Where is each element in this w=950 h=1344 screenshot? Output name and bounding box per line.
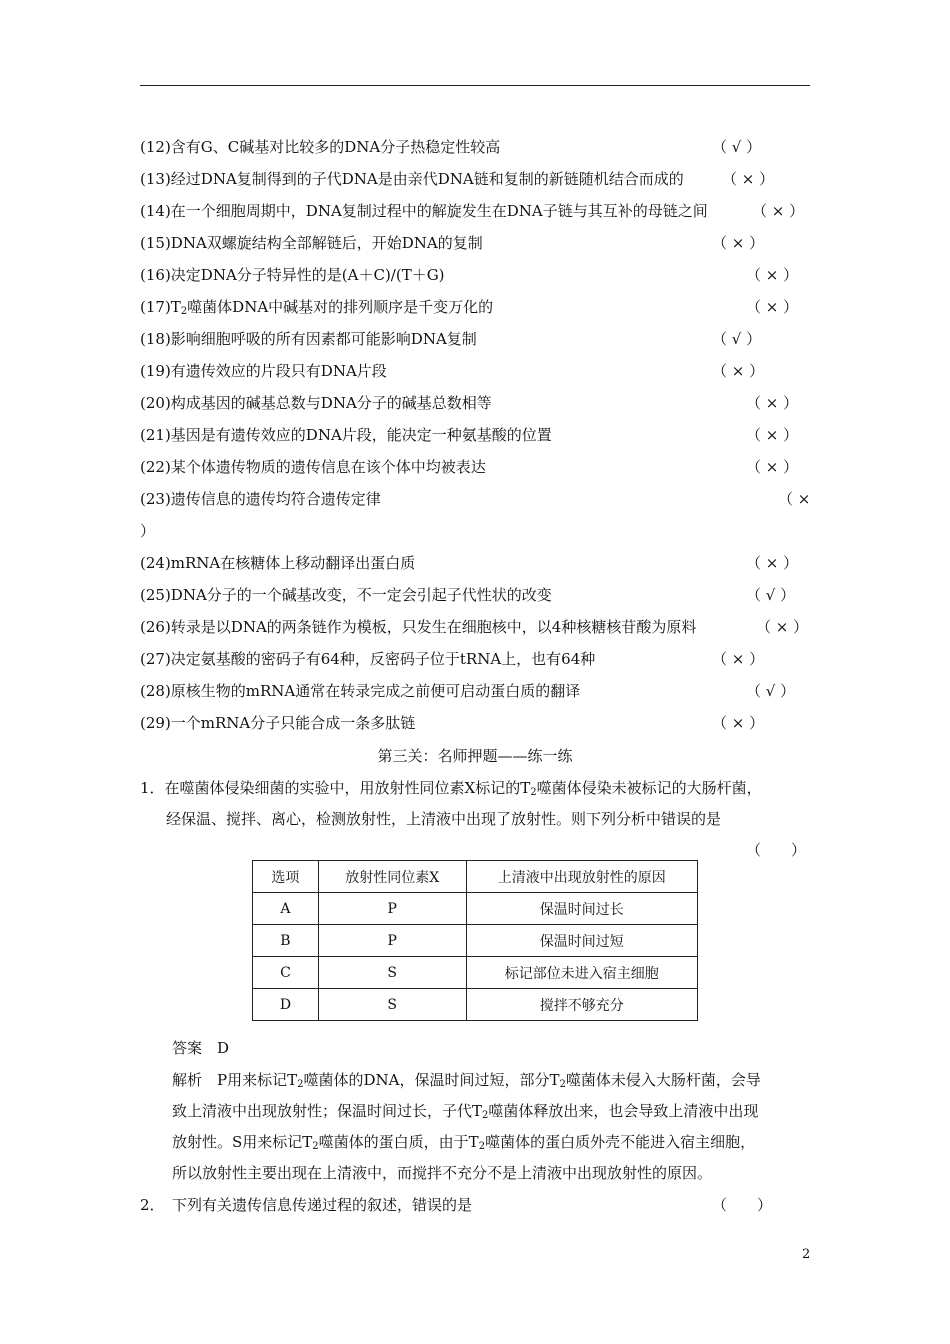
analysis-line-2: 致上清液中出现放射性；保温时间过长，子代$T_2$噬菌体释放出来，也会导致上清液中出现 [172, 1102, 759, 1121]
table-cell: 搅拌不够充分 [466, 989, 697, 1021]
table-cell: B [253, 925, 319, 957]
answer-blank: （ ） [712, 1196, 773, 1214]
answer-mark: （ × ） [722, 170, 775, 188]
answer-mark: （ × ） [746, 298, 799, 316]
statement-14: (14)在一个细胞周期中，DNA复制过程中的解旋发生在DNA子链与其互补的母链之间 [140, 202, 708, 220]
answer-mark: （ × ） [712, 714, 765, 732]
table-cell: A [253, 893, 319, 925]
answer-mark: （ × ） [752, 202, 805, 220]
table-cell: P [318, 893, 466, 925]
statement-16: (16)决定DNA分子特异性的是(A＋C)/(T＋G) [140, 266, 445, 284]
table-header-row [253, 861, 698, 893]
answer-blank: （ ） [746, 841, 807, 859]
answer-mark: （ √ ） [746, 586, 796, 604]
statement-23: (23)遗传信息的遗传均符合遗传定律 [140, 490, 381, 508]
statement-27: (27)决定氨基酸的密码子有64种，反密码子位于tRNA上，也有64种 [140, 650, 596, 668]
table-header: 上清液中出现放射性的原因 [466, 861, 697, 893]
table-cell: S [318, 957, 466, 989]
answer-mark: （ × [778, 490, 811, 508]
statement-24: (24)mRNA在核糖体上移动翻译出蛋白质 [140, 554, 416, 572]
answer-mark: （ × ） [746, 394, 799, 412]
table-header: 选项 [253, 861, 319, 893]
analysis-label: 解析 [172, 1071, 203, 1089]
analysis-line-3: 放射性。S用来标记$T_2$噬菌体的蛋白质，由于$T_2$噬菌体的蛋白质外壳不能进入宿主细胞， [172, 1133, 756, 1152]
answer-mark: （ × ） [756, 618, 809, 636]
answer-mark: （ × ） [746, 458, 799, 476]
header-rule [140, 85, 810, 86]
table-header: 放射性同位素X [318, 861, 466, 893]
table-cell: S [318, 989, 466, 1021]
statement-25: (25)DNA分子的一个碱基改变，不一定会引起子代性状的改变 [140, 586, 552, 604]
answer-mark: （ × ） [746, 554, 799, 572]
statement-18: (18)影响细胞呼吸的所有因素都可能影响DNA复制 [140, 330, 477, 348]
statement-15: (15)DNA双螺旋结构全部解链后，开始DNA的复制 [140, 234, 483, 252]
answer-line: 答案 D [172, 1039, 230, 1057]
table-cell: 保温时间过长 [466, 893, 697, 925]
answer-mark: （ × ） [712, 650, 765, 668]
table-cell: D [253, 989, 319, 1021]
statement-20: (20)构成基因的碱基总数与DNA分子的碱基总数相等 [140, 394, 492, 412]
statement-29: (29)一个mRNA分子只能合成一条多肽链 [140, 714, 416, 732]
page-number: 2 [802, 1247, 811, 1262]
table-cell: 保温时间过短 [466, 925, 697, 957]
analysis-line-1: 解析 P用来标记$T_2$噬菌体的DNA，保温时间过短，部分$T_2$噬菌体未侵入大肠杆菌，会导 [172, 1071, 761, 1090]
statement-13: (13)经过DNA复制得到的子代DNA是由亲代DNA链和复制的新链随机结合而成的 [140, 170, 684, 188]
answer-mark: （ × ） [746, 426, 799, 444]
question-2: 2． 下列有关遗传信息传递过程的叙述，错误的是 [140, 1196, 473, 1214]
section-title: 第三关：名师押题——练一练 [377, 747, 573, 765]
answer-mark: （ √ ） [746, 682, 796, 700]
table-row [253, 893, 698, 925]
statement-17: $(17)T_2$噬菌体DNA中碱基对的排列顺序是千变万化的 [140, 298, 494, 317]
answer-mark-wrap: ） [140, 522, 156, 540]
answer-mark: （ × ） [746, 266, 799, 284]
statement-12: (12)含有G、C碱基对比较多的DNA分子热稳定性较高 [140, 138, 501, 156]
statement-21: (21)基因是有遗传效应的DNA片段，能决定一种氨基酸的位置 [140, 426, 552, 444]
statement-28: (28)原核生物的mRNA通常在转录完成之前便可启动蛋白质的翻译 [140, 682, 581, 700]
analysis-line-4: 所以放射性主要出现在上清液中，而搅拌不充分不是上清液中出现放射性的原因。 [172, 1164, 713, 1182]
table-cell: C [253, 957, 319, 989]
question-1-line-1: 1．在噬菌体侵染细菌的实验中，用放射性同位素X标记的$T_2$噬菌体侵染未被标记的大肠杆菌， [140, 779, 762, 798]
answer-mark: （ × ） [712, 362, 765, 380]
answer-mark: （ √ ） [712, 138, 762, 156]
table-row [253, 957, 698, 989]
table-cell: 标记部位未进入宿主细胞 [466, 957, 697, 989]
statement-26: (26)转录是以DNA的两条链作为模板，只发生在细胞核中，以4种核糖核苷酸为原料 [140, 618, 697, 636]
table-row [253, 925, 698, 957]
answer-mark: （ × ） [712, 234, 765, 252]
options-table [252, 860, 698, 1021]
table-cell: P [318, 925, 466, 957]
answer-mark: （ √ ） [712, 330, 762, 348]
question-1-line-2: 经保温、搅拌、离心，检测放射性，上清液中出现了放射性。则下列分析中错误的是 [166, 810, 722, 828]
table-row [253, 989, 698, 1021]
statement-19: (19)有遗传效应的片段只有DNA片段 [140, 362, 387, 380]
statement-22: (22)某个体遗传物质的遗传信息在该个体中均被表达 [140, 458, 486, 476]
